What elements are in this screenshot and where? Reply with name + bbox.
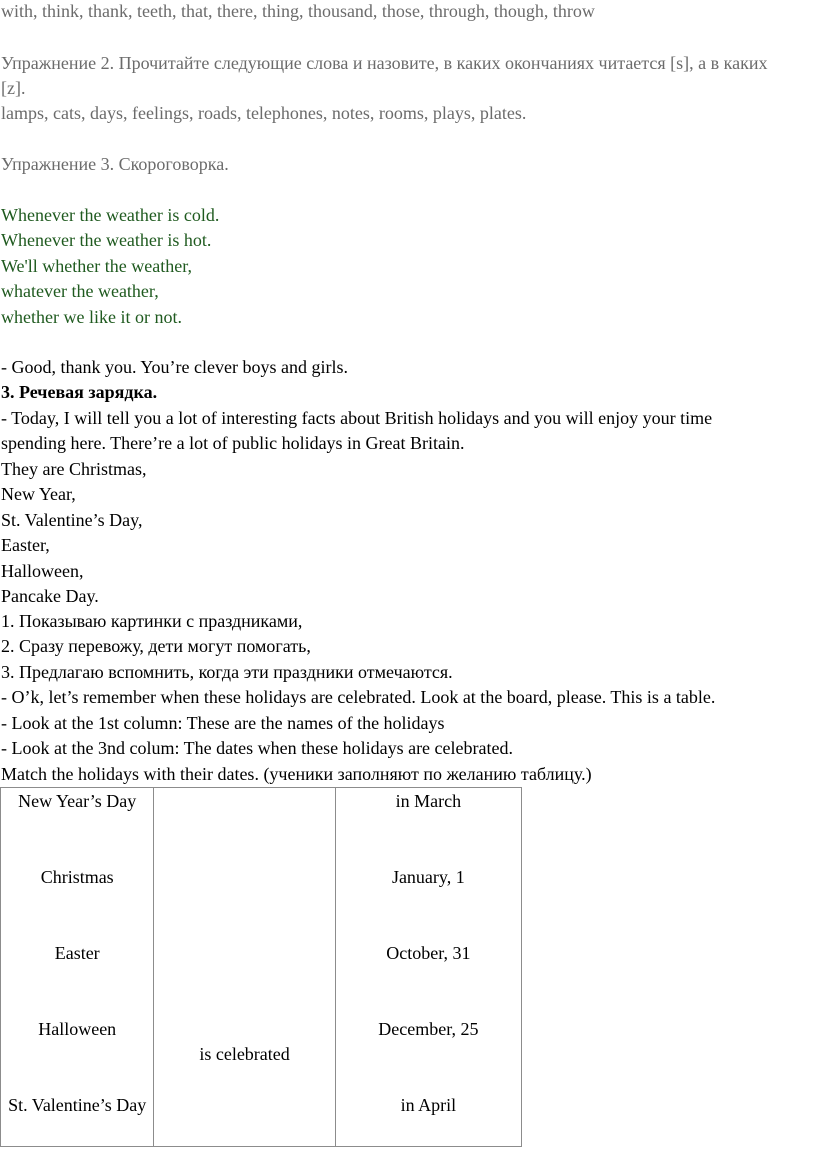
table-row	[1, 788, 522, 1147]
holiday-list-item: They are Christmas,	[1, 459, 147, 479]
tongue-twister-line: whatever the weather,	[1, 281, 159, 301]
is-celebrated-text: is celebrated	[199, 1044, 290, 1064]
holiday-date: in March	[395, 791, 462, 811]
holiday-date: October, 31	[386, 943, 471, 963]
step-item: 2. Сразу перевожу, дети могут помогать,	[1, 636, 311, 656]
exercise-2-words: lamps, cats, days, feelings, roads, telephones, notes, rooms, plays, plates.	[1, 103, 527, 123]
holiday-list-item: Halloween,	[1, 561, 84, 581]
holiday-list-item: Pancake Day.	[1, 586, 99, 606]
holiday-list-item: New Year,	[1, 484, 76, 504]
exercise-3-title: Упражнение 3. Скороговорка.	[1, 154, 229, 174]
holidays-table	[0, 787, 522, 1147]
step-item: 1. Показываю картинки с праздниками,	[1, 611, 303, 631]
holiday-name: Easter	[54, 943, 100, 963]
holiday-date: January, 1	[391, 867, 465, 887]
holiday-name: New Year’s Day	[18, 791, 137, 811]
middle-column	[154, 788, 335, 1147]
today-line-1: - Today, I will tell you a lot of interesting facts about British holidays and you will enjoy your time	[1, 408, 713, 428]
holiday-name: Christmas	[40, 867, 114, 887]
holiday-date: in April	[400, 1095, 457, 1115]
match-line: Match the holidays with their dates. (ученики заполняют по желанию таблицу.)	[1, 764, 592, 784]
holiday-name: Halloween	[38, 1019, 117, 1039]
good-line: - Good, thank you. You’re clever boys and girls.	[1, 357, 348, 377]
holidays-column	[1, 788, 154, 1147]
holiday-date: December, 25	[378, 1019, 479, 1039]
tongue-twister-line: whether we like it or not.	[1, 307, 182, 327]
column-1-line: - Look at the 1st column: These are the names of the holidays	[1, 713, 445, 733]
dates-column	[335, 788, 521, 1147]
today-line-2: spending here. There’re a lot of public holidays in Great Britain.	[1, 433, 465, 453]
exercise-2-line-1: Упражнение 2. Прочитайте следующие слова и назовите, в каких окончаниях читается [s], а в каких	[1, 53, 768, 73]
step-item: 3. Предлагаю вспомнить, когда эти праздники отмечаются.	[1, 662, 453, 682]
exercise-2-line-2: [z].	[1, 78, 26, 98]
tongue-twister-line: We'll whether the weather,	[1, 256, 192, 276]
tongue-twister-line: Whenever the weather is hot.	[1, 230, 212, 250]
section-heading: 3. Речевая зарядка.	[1, 382, 158, 402]
tongue-twister-line: Whenever the weather is cold.	[1, 205, 220, 225]
holiday-list-item: St. Valentine’s Day,	[1, 510, 143, 530]
words-line: with, think, thank, teeth, that, there, thing, thousand, those, through, though, throw	[1, 1, 595, 21]
holiday-list-item: Easter,	[1, 535, 50, 555]
holiday-name: St. Valentine’s Day	[8, 1095, 147, 1115]
column-3-line: - Look at the 3nd colum: The dates when these holidays are celebrated.	[1, 738, 513, 758]
ok-line: - O’k, let’s remember when these holidays are celebrated. Look at the board, please. This is a table.	[1, 687, 716, 707]
